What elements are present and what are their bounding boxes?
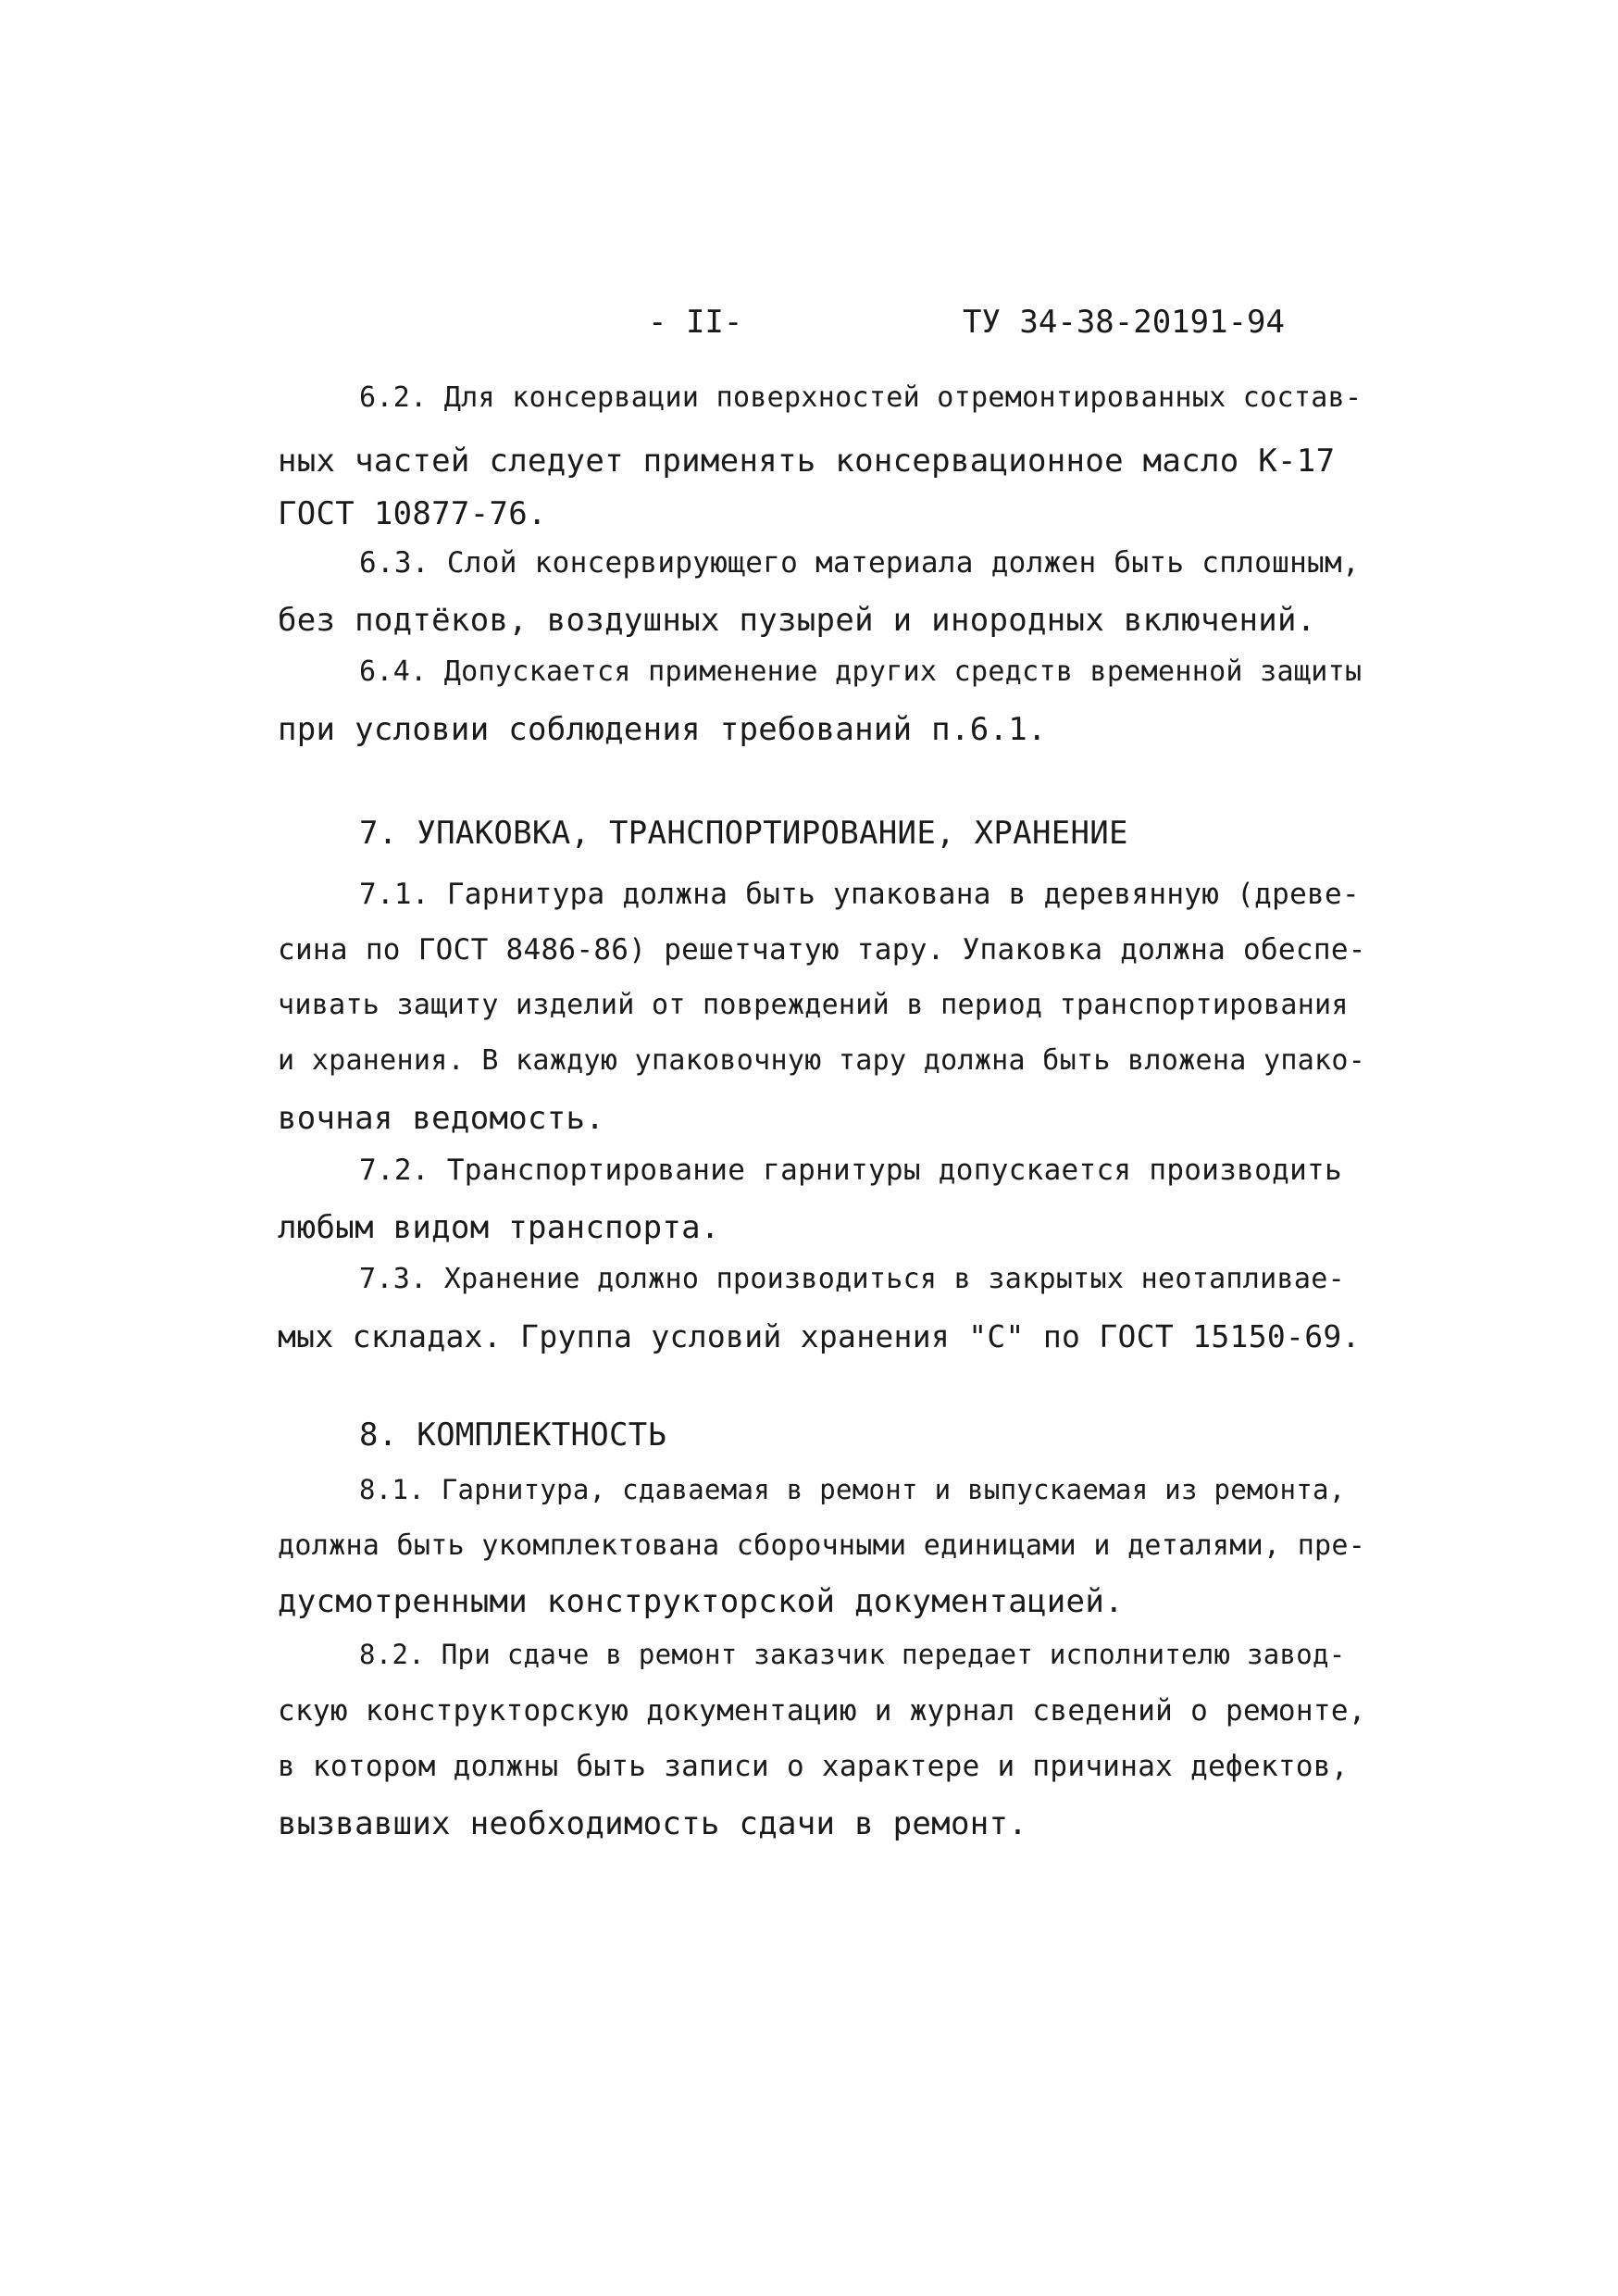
text-line: любым видом транспорта. <box>278 1209 720 1246</box>
text-line: сина по ГОСТ 8486-86) решетчатую тару. Упаковка должна обеспе- <box>278 933 1366 967</box>
section-heading: 8. КОМПЛЕКТНОСТЬ <box>359 1416 667 1454</box>
text-line: вызвавших необходимость сдачи в ремонт. <box>278 1805 1028 1842</box>
text-line: скую конструкторскую документацию и журнал сведений о ремонте, <box>278 1694 1366 1728</box>
text-line: 6.2. Для консервации поверхностей отремонтированных состав- <box>359 381 1363 414</box>
text-line: в котором должны быть записи о характере и причинах дефектов, <box>278 1750 1349 1783</box>
section-heading: 7. УПАКОВКА, ТРАНСПОРТИРОВАНИЕ, ХРАНЕНИЕ <box>359 815 1128 852</box>
document-code: ТУ 34-38-20191-94 <box>963 304 1285 341</box>
text-line: ГОСТ 10877-76. <box>278 495 547 532</box>
text-line: и хранения. В каждую упаковочную тару должна быть вложена упако- <box>278 1044 1366 1077</box>
text-line: 6.4. Допускается применение других средств временной защиты <box>359 655 1363 688</box>
text-line: 8.2. При сдаче в ремонт заказчик передает исполнителю завод- <box>359 1639 1346 1670</box>
text-line: 7.2. Транспортирование гарнитуры допускается производить <box>359 1154 1342 1187</box>
text-line: должна быть укомплектована сборочными единицами и деталями, пре- <box>278 1529 1366 1562</box>
text-line: вочная ведомость. <box>278 1100 605 1137</box>
text-line: без подтёков, воздушных пузырей и инородных включений. <box>278 602 1316 639</box>
text-line: дусмотренными конструкторской документацией. <box>278 1583 1124 1620</box>
page-number: - II- <box>648 304 743 341</box>
text-line: 6.3. Слой консервирующего материала должен быть сплошным, <box>359 546 1360 580</box>
text-line: чивать защиту изделий от повреждений в период транспортирования <box>278 989 1349 1021</box>
text-line: при условии соблюдения требований п.6.1. <box>278 711 1047 748</box>
text-line: 7.1. Гарнитура должна быть упакована в деревянную (древе- <box>359 878 1360 911</box>
text-line: ных частей следует применять консервационное масло К-17 <box>278 443 1336 480</box>
text-line: 7.3. Хранение должно производиться в закрытых неотапливае- <box>359 1263 1345 1295</box>
text-line: 8.1. Гарнитура, сдаваемая в ремонт и выпускаемая из ремонта, <box>359 1474 1346 1505</box>
text-line: мых складах. Группа условий хранения "С" по ГОСТ 15150-69. <box>278 1318 1361 1354</box>
